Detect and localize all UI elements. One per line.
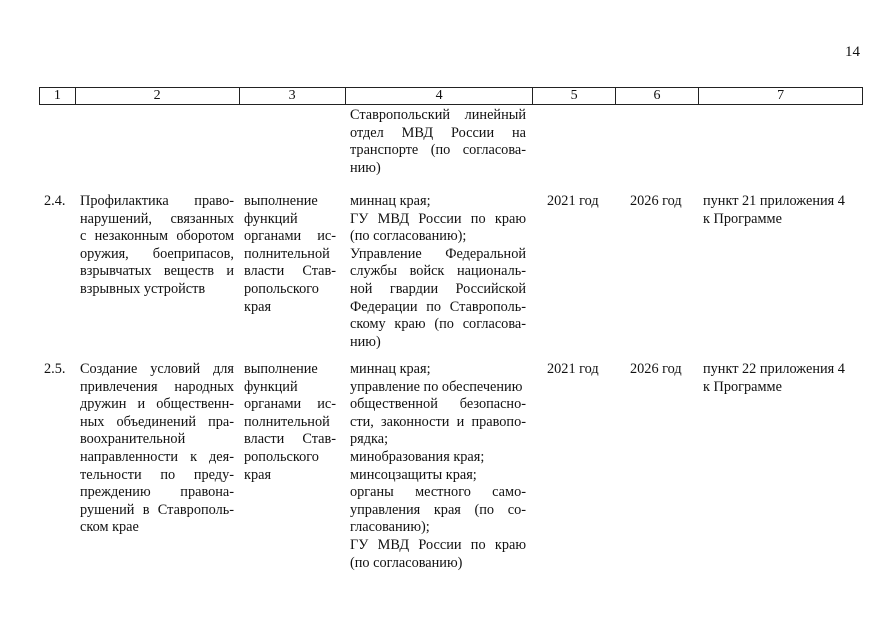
text-line: оружия, боеприпасов, (80, 245, 234, 262)
text-line: рядка; (350, 431, 389, 448)
text-line: отдел МВД России на (350, 124, 526, 141)
text-line: власти Став- (244, 431, 336, 448)
text-line: ропольского (244, 448, 319, 465)
text-line: общественной безопасно- (350, 396, 526, 413)
text-line: Профилактика право- (80, 193, 234, 209)
text-line: (по согласованию) (350, 554, 463, 571)
text-line: Создание условий для (80, 361, 234, 377)
header-col-3: 3 (239, 88, 345, 104)
text-line: к Программе (703, 210, 782, 227)
text-line: функций (244, 210, 298, 227)
page-number: 14 (845, 44, 860, 60)
row-executors (350, 361, 526, 572)
text-line: минсоцзащиты края; (350, 466, 477, 483)
header-col-4: 4 (345, 88, 533, 104)
table-header-row (39, 87, 863, 105)
row-program-link (703, 193, 845, 228)
text-line: края (244, 298, 272, 315)
row-end-year: 2026 год (630, 193, 682, 209)
text-line: полнительной (244, 245, 330, 262)
text-line: рушений в Ставрополь- (80, 501, 234, 518)
text-line: к Программе (703, 378, 782, 395)
text-line: минобразования края; (350, 448, 485, 465)
text-line: привлечения народных (80, 378, 234, 395)
text-line: миннац края; (350, 361, 431, 377)
text-line: направленности к дея- (80, 448, 234, 465)
text-line: нию) (350, 159, 381, 176)
text-line: воохранительной (80, 431, 186, 448)
text-line: службы войск националь- (350, 263, 526, 280)
text-line: Управление Федеральной (350, 245, 526, 262)
text-line: нарушений, связанных (80, 210, 234, 227)
text-line: с незаконным оборотом (80, 228, 234, 245)
text-line: пункт 21 приложения 4 (703, 193, 845, 209)
text-line: миннац края; (350, 193, 431, 209)
text-line: ных объединений пра- (80, 413, 234, 430)
header-col-6: 6 (615, 88, 698, 104)
text-line: власти Став- (244, 263, 336, 280)
row-title (80, 361, 234, 537)
text-line: органами ис- (244, 228, 336, 245)
row-program-link (703, 361, 845, 396)
row-type (244, 193, 336, 316)
text-line: (по согласованию); (350, 228, 467, 245)
row-type (244, 361, 336, 484)
text-line: взрывных устройств (80, 280, 206, 297)
row-title (80, 193, 234, 299)
text-line: органами ис- (244, 396, 336, 413)
row-start-year: 2021 год (547, 193, 599, 209)
row-number: 2.4. (44, 193, 66, 209)
text-line: сти, законности и правопо- (350, 413, 526, 430)
text-line: управления края (по со- (350, 501, 526, 518)
header-col-1: 1 (53, 88, 61, 103)
text-line: взрывчатых веществ и (80, 263, 234, 280)
text-line: ском крае (80, 519, 139, 536)
text-line: выполнение (244, 361, 318, 377)
header-col-5: 5 (532, 88, 614, 104)
text-line: преждению правона- (80, 484, 234, 501)
text-line: транспорте (по согласова- (350, 142, 526, 159)
text-line: нию) (350, 333, 381, 350)
text-line: Федерации по Ставрополь- (350, 298, 526, 315)
text-line: полнительной (244, 413, 330, 430)
text-line: скому краю (по согласова- (350, 316, 526, 333)
text-line: дружин и общественн- (80, 396, 234, 413)
row-number: 2.5. (44, 361, 66, 377)
text-line: ГУ МВД России по краю (350, 210, 526, 227)
text-line: ропольского (244, 280, 319, 297)
text-line: гласованию); (350, 519, 430, 536)
text-line: выполнение (244, 193, 318, 209)
text-line: функций (244, 378, 298, 395)
text-line: Ставропольский линейный (350, 107, 526, 123)
header-col-7: 7 (698, 88, 862, 104)
text-line: органы местного само- (350, 484, 526, 501)
text-line: края (244, 466, 272, 483)
text-line: пункт 22 приложения 4 (703, 361, 845, 377)
row-executors (350, 193, 526, 351)
text-line: управление по обеспечению (350, 378, 523, 395)
row-start-year: 2021 год (547, 361, 599, 377)
text-line: тельности по преду- (80, 466, 234, 483)
continuation-executors (350, 107, 526, 177)
text-line: ГУ МВД России по краю (350, 536, 526, 553)
text-line: ной гвардии Российской (350, 280, 526, 297)
header-col-2: 2 (75, 88, 239, 104)
row-end-year: 2026 год (630, 361, 682, 377)
